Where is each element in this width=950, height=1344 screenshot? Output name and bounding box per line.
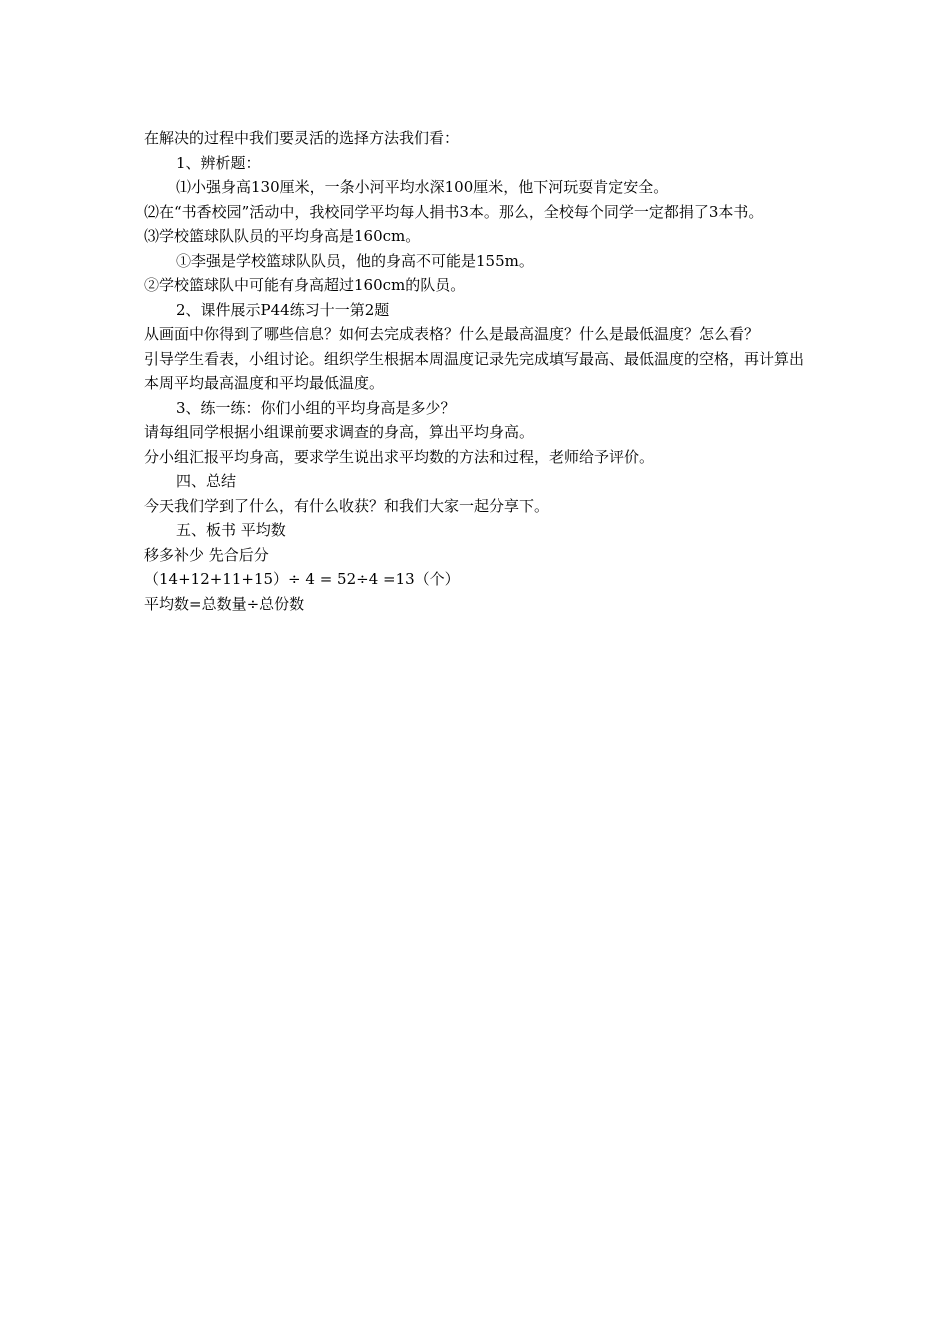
paragraph-guide: 引导学生看表，小组讨论。组织学生根据本周温度记录先完成填写最高、最低温度的空格，再计算出本周平均最高温度和平均最低温度。	[144, 349, 805, 392]
heading-practice: 3、练一练：你们小组的平均身高是多少？	[176, 398, 456, 417]
heading-summary: 四、总结	[176, 472, 237, 490]
paragraph-report: 分小组汇报平均身高，要求学生说出求平均数的方法和过程，老师给予评价。	[144, 447, 655, 466]
question-2: ⑵在“书香校园”活动中，我校同学平均每人捐书3本。那么，全校每个同学一定都捐了3本书。	[144, 202, 764, 221]
heading-board: 五、板书 平均数	[176, 521, 286, 539]
paragraph-summary: 今天我们学到了什么，有什么收获？和我们大家一起分享下。	[144, 496, 550, 515]
board-line-2: （14+12+11+15）÷ 4 = 52÷4 =13（个）	[144, 570, 460, 588]
question-3-item-2: ②学校篮球队中可能有身高超过160cm的队员。	[144, 276, 466, 294]
question-3: ⑶学校篮球队队员的平均身高是160cm。	[144, 227, 421, 245]
heading-courseware: 2、课件展示P44练习十一第2题	[176, 300, 390, 319]
paragraph-questions: 从画面中你得到了哪些信息？如何去完成表格？什么是最高温度？什么是最低温度？怎么看？	[144, 325, 760, 343]
document-body	[144, 126, 808, 616]
question-3-item-1: ①李强是学校篮球队队员，他的身高不可能是155m。	[176, 251, 534, 270]
heading-discrimination: 1、辨析题：	[176, 153, 261, 172]
board-line-3: 平均数=总数量÷总份数	[144, 594, 305, 613]
paragraph-intro: 在解决的过程中我们要灵活的选择方法我们看：	[144, 129, 460, 147]
question-1: ⑴小强身高130厘米，一条小河平均水深100厘米，他下河玩耍肯定安全。	[176, 178, 669, 196]
board-line-1: 移多补少 先合后分	[144, 545, 269, 564]
paragraph-survey: 请每组同学根据小组课前要求调查的身高，算出平均身高。	[144, 423, 535, 441]
